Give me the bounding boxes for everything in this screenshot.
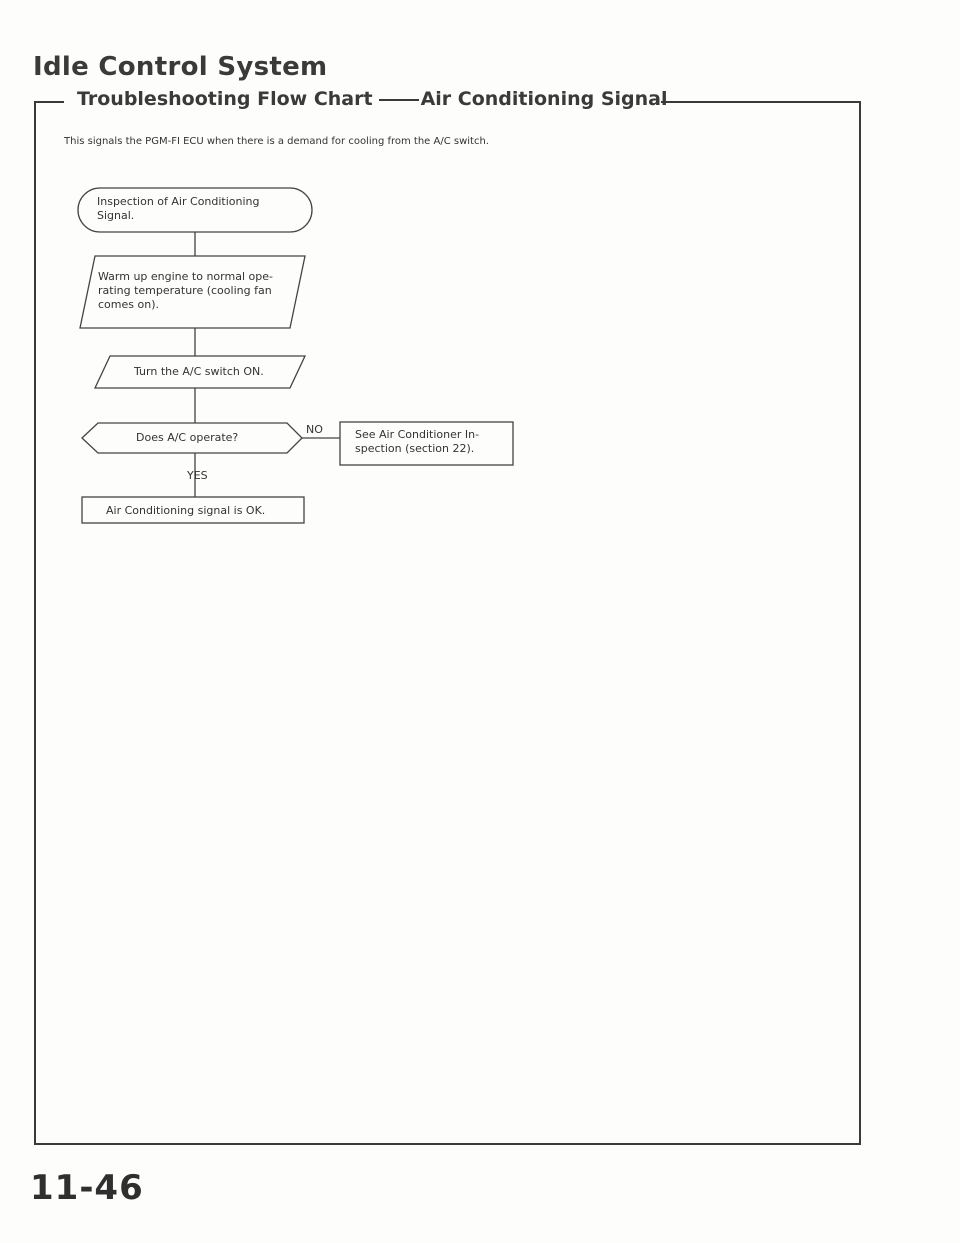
yes-result-text: Air Conditioning signal is OK. bbox=[106, 504, 266, 517]
subtitle-prefix: Troubleshooting Flow Chart bbox=[77, 88, 373, 110]
no-result-line: spection (section 22). bbox=[355, 442, 475, 455]
no-result-line: See Air Conditioner In- bbox=[355, 428, 480, 441]
step1-line: comes on). bbox=[98, 298, 159, 311]
section-title: Idle Control System bbox=[33, 52, 328, 82]
yes-branch-label: YES bbox=[187, 469, 208, 482]
start-node-line: Signal. bbox=[97, 209, 135, 222]
page-number: 11-46 bbox=[30, 1168, 144, 1208]
no-result-text bbox=[355, 428, 479, 456]
step2-text: Turn the A/C switch ON. bbox=[134, 365, 264, 378]
start-node-text bbox=[97, 195, 260, 223]
subtitle-suffix: Air Conditioning Signal bbox=[420, 88, 668, 110]
step1-line: Warm up engine to normal ope- bbox=[98, 270, 273, 283]
step1-text bbox=[98, 270, 273, 312]
no-branch-label: NO bbox=[306, 423, 323, 436]
start-node-line: Inspection of Air Conditioning bbox=[97, 195, 260, 208]
decision-text: Does A/C operate? bbox=[136, 431, 239, 444]
step1-line: rating temperature (cooling fan bbox=[98, 284, 272, 297]
intro-text: This signals the PGM-FI ECU when there is a demand for cooling from the A/C switch. bbox=[64, 136, 489, 147]
